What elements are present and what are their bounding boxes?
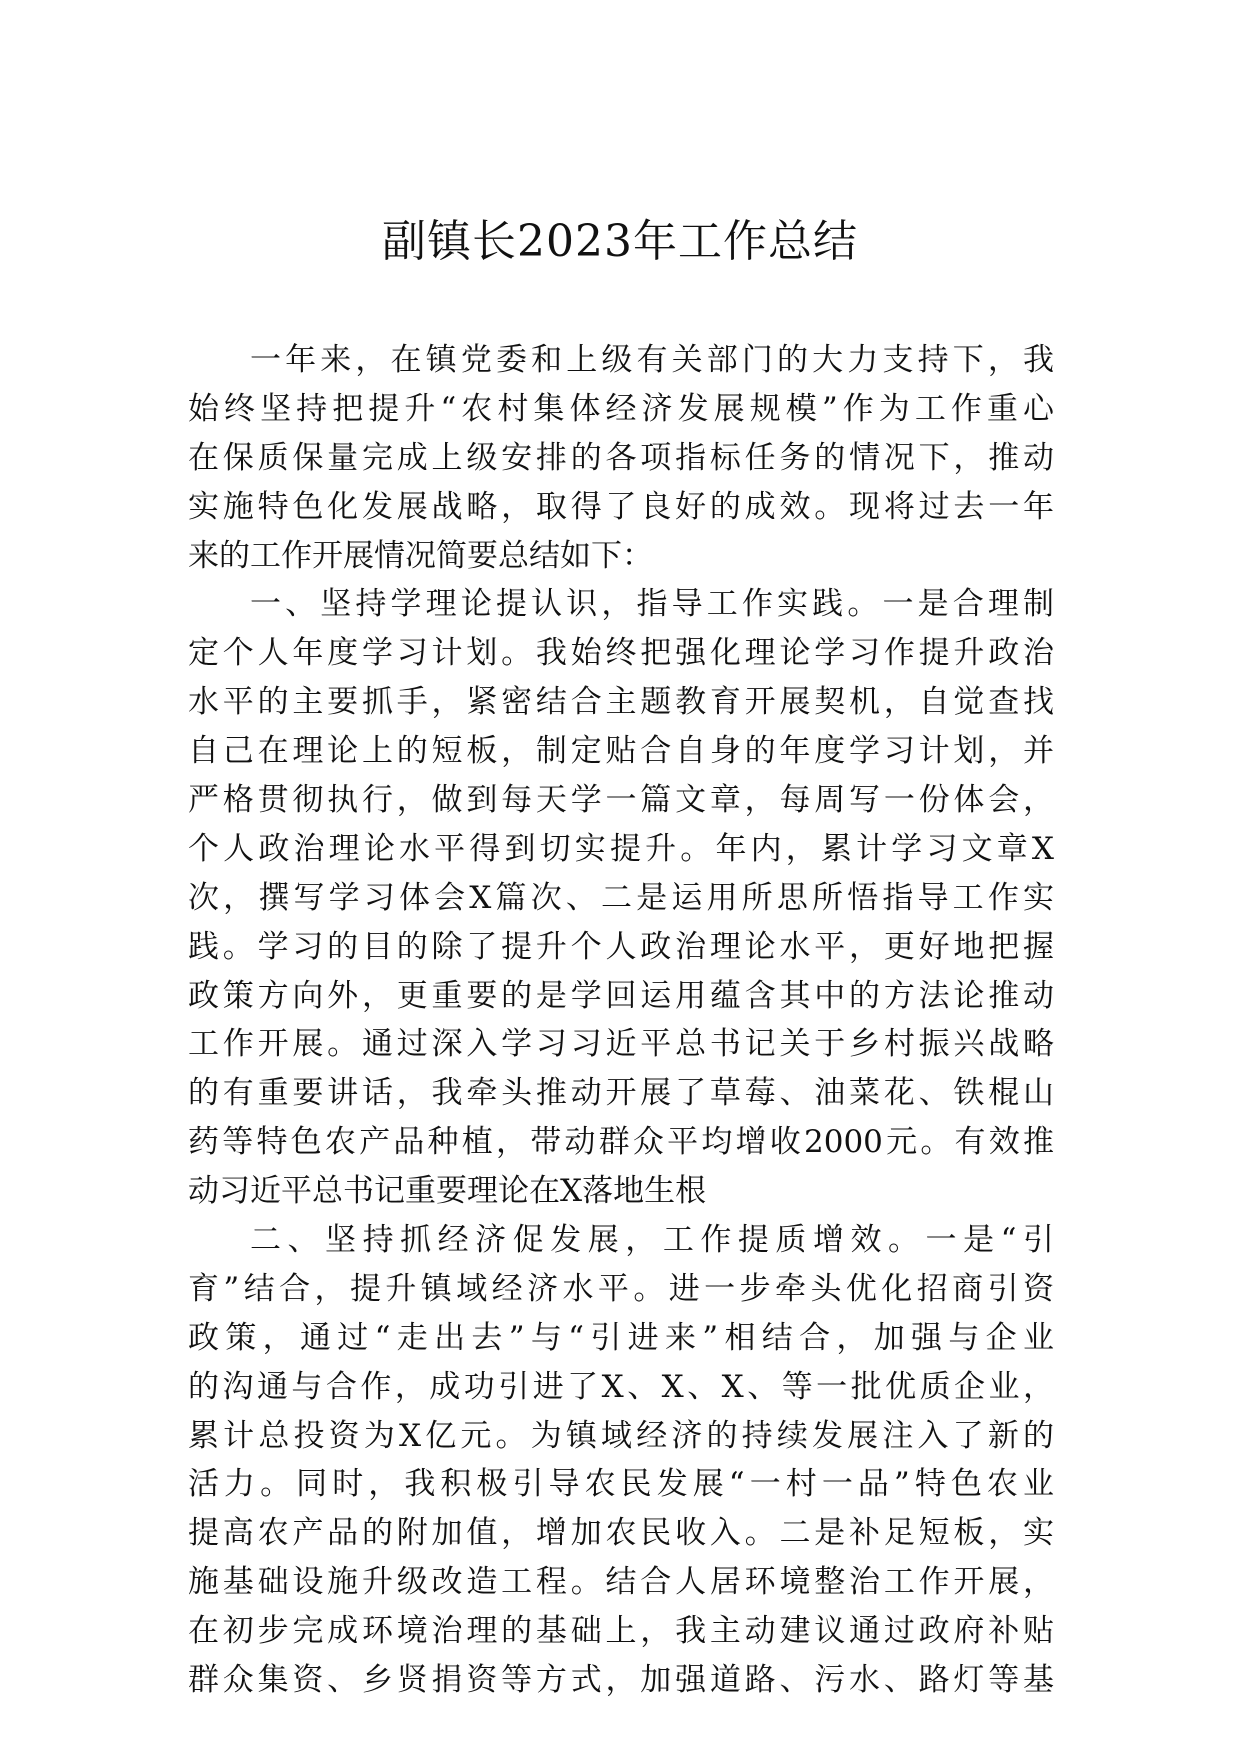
body-line: 动习近平总书记重要理论在X落地生根: [188, 1173, 707, 1210]
body-line: 育”结合，提升镇域经济水平。进一步牵头优化招商引资: [188, 1270, 1054, 1307]
body-line: 一年来，在镇党委和上级有关部门的大力支持下，我: [250, 342, 1054, 378]
body-line: 水平的主要抓手，紧密结合主题教育开展契机，自觉查找: [188, 684, 1054, 721]
body-line: 政策，通过“走出去”与“引进来”相结合，加强与企业: [188, 1319, 1054, 1356]
body-line: 实施特色化发展战略，取得了良好的成效。现将过去一年: [188, 488, 1054, 525]
body-line: 始终坚持把提升“农村集体经济发展规模”作为工作重心: [188, 390, 1054, 427]
body-line: 严格贯彻执行，做到每天学一篇文章，每周写一份体会，: [188, 782, 1054, 819]
body-line: 累计总投资为X亿元。为镇域经济的持续发展注入了新的: [188, 1417, 1054, 1454]
body-line: 的有重要讲话，我牵头推动开展了草莓、油菜花、铁棍山: [188, 1075, 1054, 1112]
body-line: 群众集资、乡贤捐资等方式，加强道路、污水、路灯等基: [188, 1662, 1054, 1699]
body-line: 药等特色农产品种植，带动群众平均增收2000元。有效推: [188, 1124, 1054, 1161]
body-line: 在初步完成环境治理的基础上，我主动建议通过政府补贴: [188, 1613, 1054, 1650]
body-line: 的沟通与合作，成功引进了X、X、X、等一批优质企业，: [188, 1368, 1054, 1405]
body-line: 活力。同时，我积极引导农民发展“一村一品”特色农业: [188, 1466, 1054, 1503]
body-line: 二、坚持抓经济促发展，工作提质增效。一是“引: [250, 1222, 1054, 1259]
body-line: 施基础设施升级改造工程。结合人居环境整治工作开展，: [188, 1564, 1054, 1601]
body-line: 来的工作开展情况简要总结如下：: [188, 537, 653, 574]
body-line: 践。学习的目的除了提升个人政治理论水平，更好地把握: [188, 928, 1054, 965]
body-line: 工作开展。通过深入学习习近平总书记关于乡村振兴战略: [188, 1026, 1054, 1063]
body-line: 在保质保量完成上级安排的各项指标任务的情况下，推动: [188, 439, 1054, 476]
body-line: 次，撰写学习体会X篇次、二是运用所思所悟指导工作实: [188, 879, 1054, 916]
document-title: 副镇长2023年工作总结: [382, 216, 858, 267]
body-line: 提高农产品的附加值，增加农民收入。二是补足短板，实: [188, 1515, 1054, 1552]
body-line: 政策方向外，更重要的是学回运用蕴含其中的方法论推动: [188, 977, 1054, 1014]
body-line: 个人政治理论水平得到切实提升。年内，累计学习文章X: [188, 830, 1054, 867]
body-line: 自己在理论上的短板，制定贴合自身的年度学习计划，并: [188, 733, 1054, 770]
document-body: [188, 336, 1054, 1705]
body-line: 一、坚持学理论提认识，指导工作实践。一是合理制: [250, 586, 1054, 623]
body-line: 定个人年度学习计划。我始终把强化理论学习作提升政治: [188, 635, 1054, 672]
